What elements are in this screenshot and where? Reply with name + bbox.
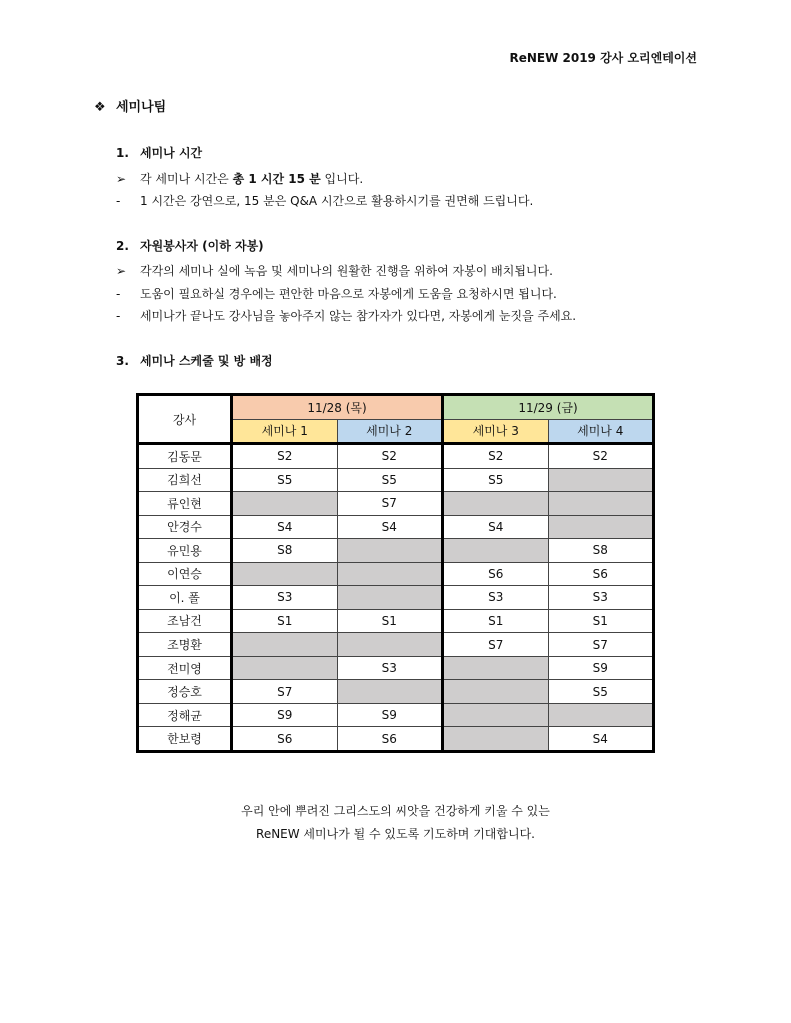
room-cell [443, 492, 549, 516]
s2-line-1: ➢ 각각의 세미나 실에 녹음 및 세미나의 원활한 진행을 위하여 자봉이 배치됩니다. [116, 264, 553, 278]
session-header-4: 세미나 4 [548, 419, 654, 444]
room-cell: S7 [337, 492, 443, 516]
room-cell: S5 [337, 468, 443, 492]
room-cell [232, 656, 338, 680]
room-cell [337, 633, 443, 657]
dash-bullet: - [116, 194, 121, 208]
subsection-3-title: 세미나 스케줄 및 방 배정 [140, 354, 273, 368]
subsection-3-heading [116, 352, 273, 369]
s2-line-3: - 세미나가 끝나도 강사님을 놓아주지 않는 참가자가 있다면, 자봉에게 눈짓을 주세요. [116, 309, 577, 323]
table-row [138, 444, 654, 469]
room-cell: S4 [337, 515, 443, 539]
subsection-1-number: 1. [116, 146, 129, 160]
room-cell [337, 680, 443, 704]
table-row [138, 492, 654, 516]
subsection-2-number: 2. [116, 239, 129, 253]
dash-bullet: - [116, 309, 121, 323]
speaker-name: 김동문 [138, 444, 232, 469]
room-cell: S2 [232, 444, 338, 469]
table-row [138, 539, 654, 563]
room-cell: S6 [337, 727, 443, 752]
room-cell [443, 656, 549, 680]
room-cell [548, 468, 654, 492]
subsection-1-title: 세미나 시간 [140, 146, 203, 160]
s2-line-2: - 도움이 필요하실 경우에는 편안한 마음으로 자봉에게 도움을 요청하시면 됩니다. [116, 287, 557, 301]
room-cell: S9 [337, 703, 443, 727]
room-cell [548, 703, 654, 727]
room-cell: S7 [232, 680, 338, 704]
section-heading-text: 세미나팀 [116, 100, 167, 115]
room-cell [337, 562, 443, 586]
speaker-name: 김희선 [138, 468, 232, 492]
speaker-name: 유민용 [138, 539, 232, 563]
room-cell: S3 [337, 656, 443, 680]
room-cell: S1 [232, 609, 338, 633]
room-cell [443, 680, 549, 704]
room-cell: S2 [548, 444, 654, 469]
dash-bullet: - [116, 287, 121, 301]
room-cell: S1 [337, 609, 443, 633]
speaker-name: 안경수 [138, 515, 232, 539]
room-cell: S6 [232, 727, 338, 752]
room-cell: S8 [548, 539, 654, 563]
schedule-table [136, 393, 655, 753]
session-header-1: 세미나 1 [232, 419, 338, 444]
footer-line-2: ReNEW 세미나가 될 수 있도록 기도하며 기대합니다. [256, 827, 535, 841]
room-cell: S4 [443, 515, 549, 539]
room-cell: S6 [443, 562, 549, 586]
table-row [138, 468, 654, 492]
s1-line-2: - 1 시간은 강연으로, 15 분은 Q&A 시간으로 활용하시기를 권면해 드립니다. [116, 194, 534, 208]
room-cell: S8 [232, 539, 338, 563]
room-cell [337, 586, 443, 610]
room-cell: S6 [548, 562, 654, 586]
room-cell: S7 [548, 633, 654, 657]
room-cell: S7 [443, 633, 549, 657]
speaker-name: 정승호 [138, 680, 232, 704]
room-cell: S9 [548, 656, 654, 680]
room-cell [337, 539, 443, 563]
diamond-bullet-icon: ❖ [94, 100, 106, 115]
room-cell: S3 [548, 586, 654, 610]
room-cell: S1 [443, 609, 549, 633]
table-row [138, 656, 654, 680]
speaker-header: 강사 [138, 395, 232, 444]
table-row [138, 680, 654, 704]
date-header-2: 11/29 (금) [443, 395, 654, 420]
room-cell [443, 703, 549, 727]
speaker-name: 조남건 [138, 609, 232, 633]
subsection-3-number: 3. [116, 354, 129, 368]
speaker-name: 한보령 [138, 727, 232, 752]
session-header-2: 세미나 2 [337, 419, 443, 444]
room-cell: S1 [548, 609, 654, 633]
room-cell [232, 562, 338, 586]
table-row [138, 609, 654, 633]
speaker-name: 정해균 [138, 703, 232, 727]
speaker-name: 조명환 [138, 633, 232, 657]
subsection-1-heading [116, 144, 202, 161]
speaker-name: 류인현 [138, 492, 232, 516]
room-cell [548, 515, 654, 539]
room-cell [443, 539, 549, 563]
room-cell: S4 [232, 515, 338, 539]
table-row [138, 586, 654, 610]
room-cell: S2 [337, 444, 443, 469]
speaker-name: 이연승 [138, 562, 232, 586]
room-cell: S2 [443, 444, 549, 469]
room-cell: S5 [232, 468, 338, 492]
session-header-3: 세미나 3 [443, 419, 549, 444]
room-cell: S5 [443, 468, 549, 492]
session-duration: 총 1 시간 15 분 [232, 172, 321, 186]
footer-line-1: 우리 안에 뿌려진 그리스도의 씨앗을 건강하게 키울 수 있는 [241, 804, 550, 818]
table-row [138, 633, 654, 657]
s1-line-1: ➢ 각 세미나 시간은 총 1 시간 15 분 입니다. [116, 172, 364, 186]
room-cell: S4 [548, 727, 654, 752]
room-cell: S3 [232, 586, 338, 610]
room-cell [232, 492, 338, 516]
room-cell: S9 [232, 703, 338, 727]
table-row [138, 727, 654, 752]
document-header-title: ReNEW 2019 강사 오리엔테이션 [509, 51, 697, 65]
speaker-name: 전미영 [138, 656, 232, 680]
table-row [138, 562, 654, 586]
arrow-bullet-icon: ➢ [116, 172, 127, 186]
arrow-bullet-icon: ➢ [116, 264, 127, 278]
room-cell: S3 [443, 586, 549, 610]
table-row [138, 703, 654, 727]
subsection-2-title: 자원봉사자 (이하 자봉) [140, 239, 264, 253]
date-header-1: 11/28 (목) [232, 395, 443, 420]
room-cell [548, 492, 654, 516]
table-header-row-dates [138, 395, 654, 420]
speaker-name: 이. 폴 [138, 586, 232, 610]
room-cell: S5 [548, 680, 654, 704]
section-heading [94, 96, 166, 115]
room-cell [232, 633, 338, 657]
subsection-2-heading [116, 237, 264, 254]
table-row [138, 515, 654, 539]
room-cell [443, 727, 549, 752]
